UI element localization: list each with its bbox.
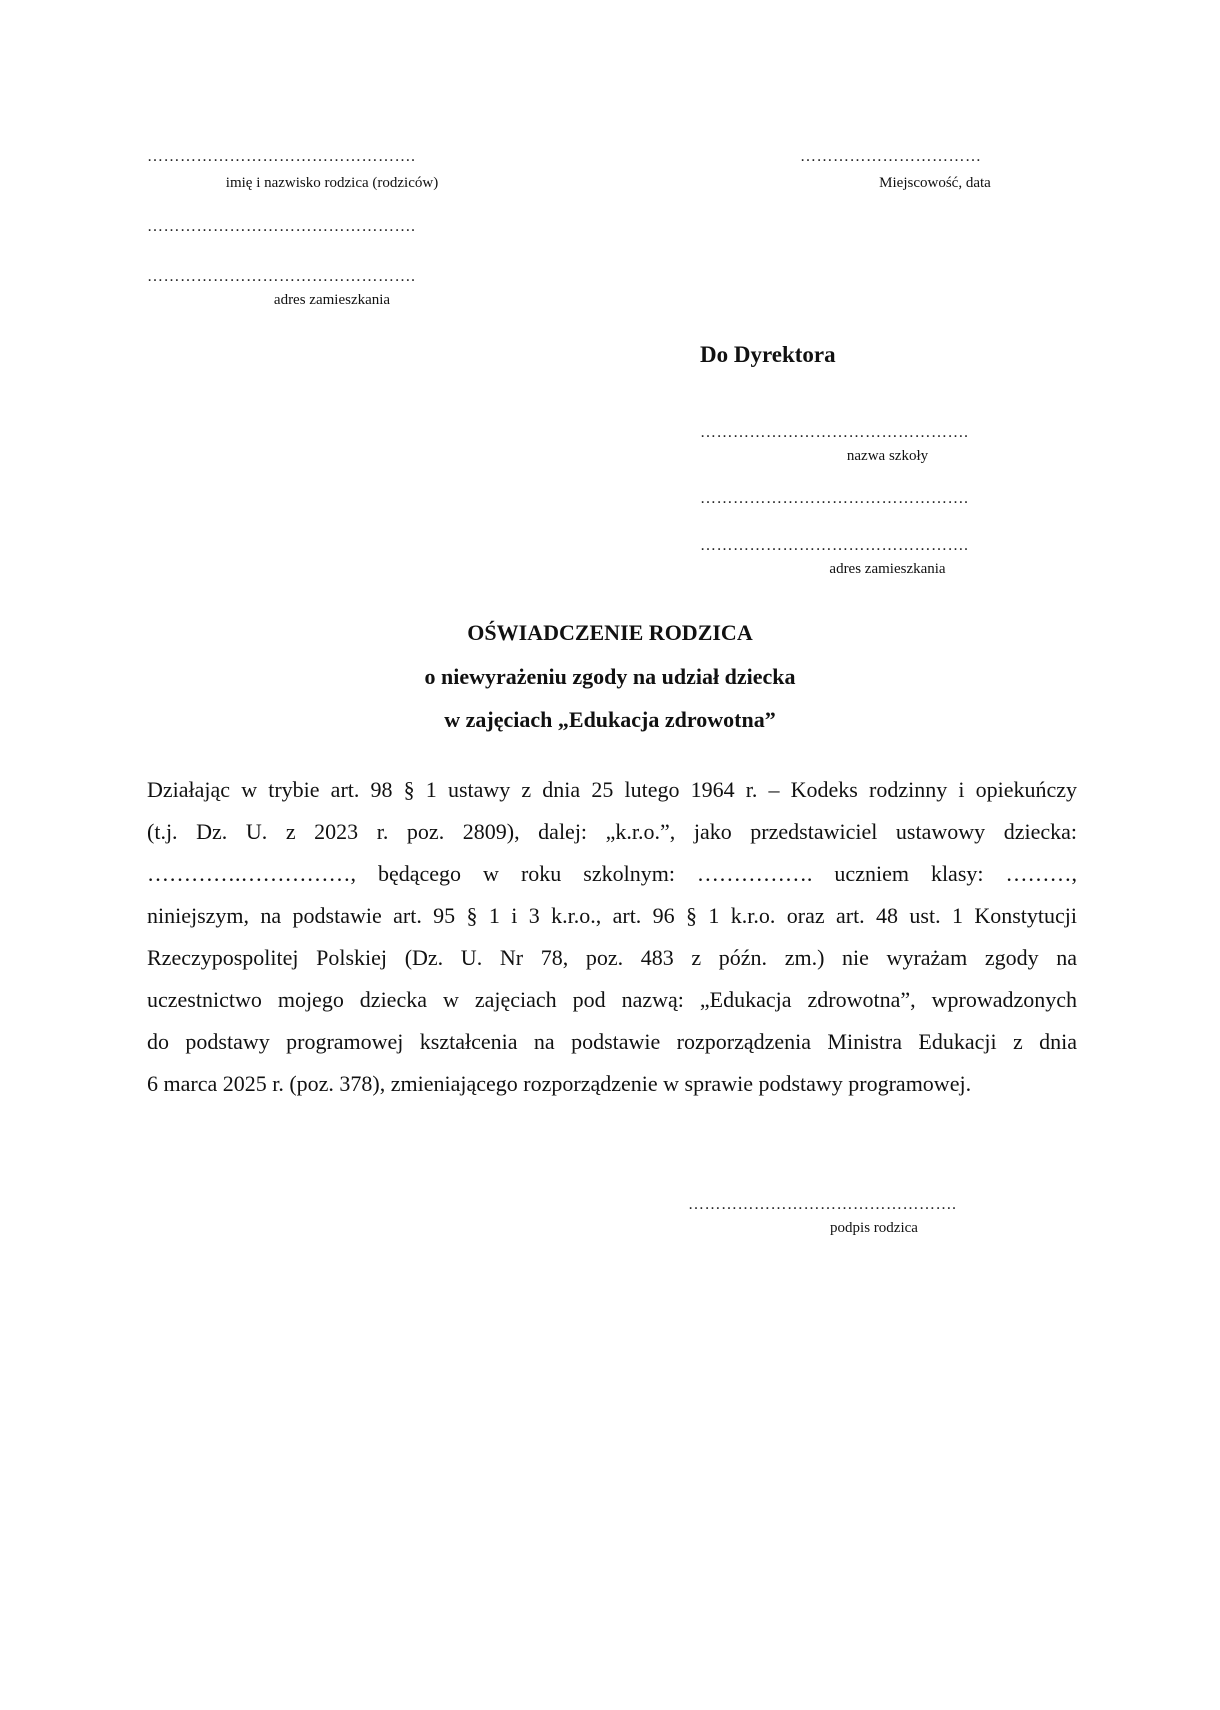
parent-address-field-2[interactable]: ………………………………………….: [147, 268, 416, 285]
school-address-field-2[interactable]: ………………………………………….: [700, 537, 969, 554]
document-subtitle-2: w zajęciach „Edukacja zdrowotna”: [444, 707, 776, 732]
paragraph-line-child-fields[interactable]: ………….……………, będącego w roku szkolnym: ……………. uczniem klasy: ………,: [147, 861, 1077, 886]
place-date-label: Miejscowość, data: [879, 175, 991, 191]
paragraph-line: Działając w trybie art. 98 § 1 ustawy z dnia 25 lutego 1964 r. – Kodeks rodzinny i opiekuńczy: [147, 777, 1077, 802]
paragraph-line: niniejszym, na podstawie art. 95 § 1 i 3 k.r.o., art. 96 § 1 k.r.o. oraz art. 48 ust. 1 Konstytucji: [147, 903, 1077, 928]
paragraph-line: (t.j. Dz. U. z 2023 r. poz. 2809), dalej: „k.r.o.”, jako przedstawiciel ustawowy dziecka:: [147, 819, 1077, 844]
paragraph-line: uczestnictwo mojego dziecka w zajęciach pod nazwą: „Edukacja zdrowotna”, wprowadzonych: [147, 987, 1077, 1012]
recipient-heading: Do Dyrektora: [700, 342, 836, 367]
paragraph-line: do podstawy programowej kształcenia na podstawie rozporządzenia Ministra Edukacji z dnia: [147, 1029, 1077, 1054]
signature-field[interactable]: ………………………………………….: [688, 1196, 957, 1213]
paragraph-line: 6 marca 2025 r. (poz. 378), zmieniającego rozporządzenie w sprawie podstawy programowej.: [147, 1071, 972, 1096]
signature-label: podpis rodzica: [830, 1220, 918, 1236]
parent-address-field-1[interactable]: ………………………………………….: [147, 218, 416, 235]
school-address-field-1[interactable]: ………………………………………….: [700, 490, 969, 507]
school-name-label: nazwa szkoły: [846, 448, 929, 464]
document-subtitle: o niewyrażeniu zgody na udział dziecka: [424, 664, 796, 689]
paragraph-line: Rzeczypospolitej Polskiej (Dz. U. Nr 78, poz. 483 z późn. zm.) nie wyrażam zgody na: [147, 945, 1077, 970]
parent-name-field[interactable]: ………………………………………….: [147, 148, 416, 165]
document-title: OŚWIADCZENIE RODZICA: [467, 620, 753, 645]
declaration-paragraph: [147, 769, 1077, 1105]
parent-name-label: imię i nazwisko rodzica (rodziców): [225, 175, 439, 191]
school-name-field[interactable]: ………………………………………….: [700, 424, 969, 441]
parent-address-label: adres zamieszkania: [273, 292, 391, 308]
school-address-label: adres zamieszkania: [829, 561, 946, 577]
place-date-field[interactable]: ……………………………: [800, 148, 982, 165]
